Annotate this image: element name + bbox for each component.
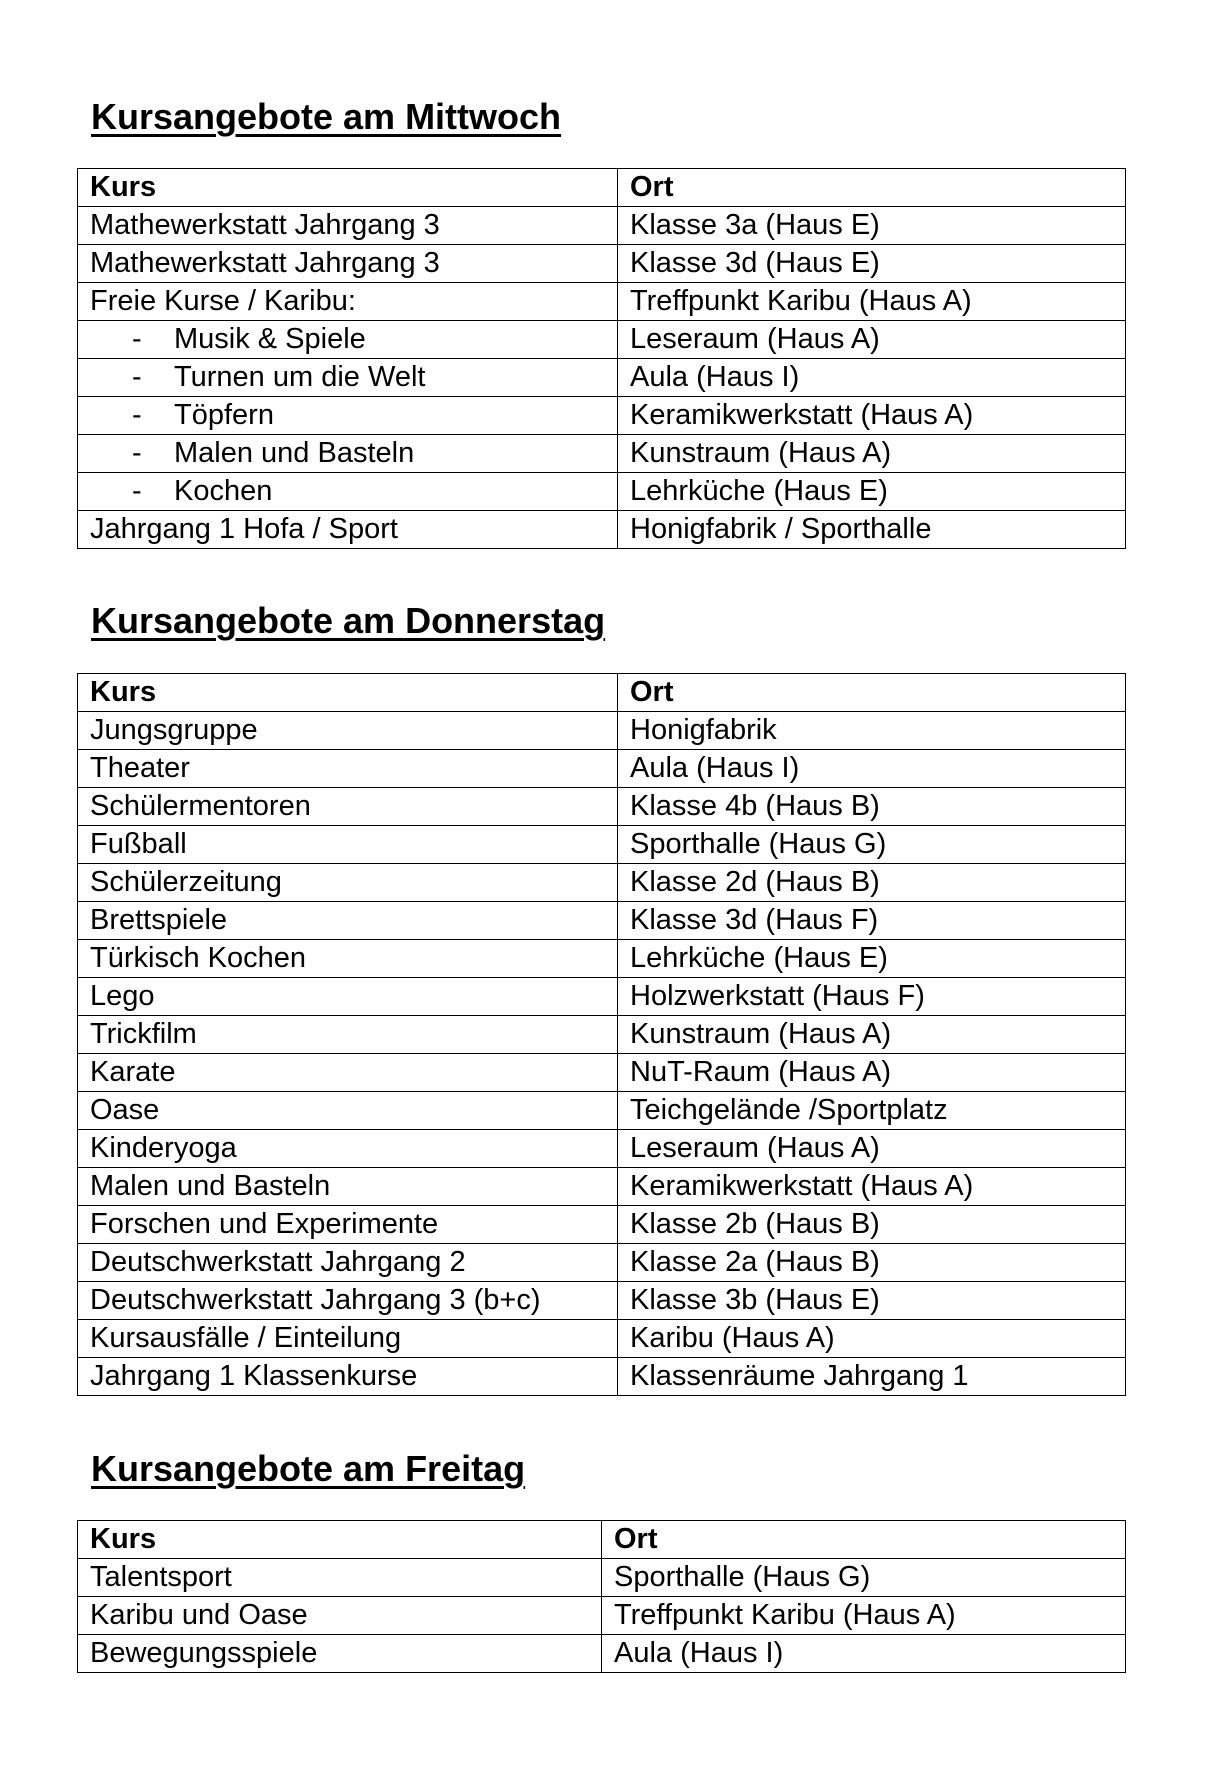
- cell-ort: Klassenräume Jahrgang 1: [618, 1358, 1126, 1396]
- table-row: [78, 1168, 1126, 1206]
- table-row: [78, 207, 1126, 245]
- table-row: [78, 1130, 1126, 1168]
- cell-ort: Klasse 3d (Haus E): [618, 245, 1126, 283]
- cell-ort: Leseraum (Haus A): [618, 1130, 1126, 1168]
- cell-ort: Sporthalle (Haus G): [602, 1559, 1126, 1597]
- table-row: [78, 1244, 1126, 1282]
- cell-kurs: Malen und Basteln: [78, 1168, 618, 1206]
- cell-ort: Keramikwerkstatt (Haus A): [618, 397, 1126, 435]
- list-dash: -: [132, 399, 142, 431]
- cell-ort: Klasse 4b (Haus B): [618, 788, 1126, 826]
- cell-ort: Honigfabrik / Sporthalle: [618, 511, 1126, 549]
- cell-ort: Teichgelände /Sportplatz: [618, 1092, 1126, 1130]
- table-header-row: [78, 674, 1126, 712]
- section-title: Kursangebote am Donnerstag: [91, 600, 606, 641]
- table-header-row: [78, 169, 1126, 207]
- table-row: [78, 1206, 1126, 1244]
- cell-ort: Klasse 3b (Haus E): [618, 1282, 1126, 1320]
- cell-ort: Kunstraum (Haus A): [618, 435, 1126, 473]
- header-kurs: Kurs: [78, 169, 618, 207]
- cell-kurs: Deutschwerkstatt Jahrgang 3 (b+c): [78, 1282, 618, 1320]
- cell-kurs: Schülermentoren: [78, 788, 618, 826]
- cell-kurs-sub: [78, 397, 618, 435]
- cell-kurs: Jahrgang 1 Hofa / Sport: [78, 511, 618, 549]
- table-row: [78, 902, 1126, 940]
- table-row-sub: [78, 359, 1126, 397]
- cell-kurs-text: Töpfern: [174, 399, 274, 431]
- cell-ort: Lehrküche (Haus E): [618, 473, 1126, 511]
- table-row: [78, 511, 1126, 549]
- cell-kurs: Jungsgruppe: [78, 712, 618, 750]
- table-row: [78, 978, 1126, 1016]
- section-title: Kursangebote am Mittwoch: [91, 96, 562, 137]
- cell-ort: NuT-Raum (Haus A): [618, 1054, 1126, 1092]
- cell-kurs: Mathewerkstatt Jahrgang 3: [78, 207, 618, 245]
- table-row-sub: [78, 435, 1126, 473]
- list-dash: -: [132, 361, 142, 393]
- cell-ort: Treffpunkt Karibu (Haus A): [618, 283, 1126, 321]
- cell-kurs: Karate: [78, 1054, 618, 1092]
- cell-ort: Aula (Haus I): [618, 359, 1126, 397]
- course-table: [77, 168, 1126, 549]
- cell-ort: Holzwerkstatt (Haus F): [618, 978, 1126, 1016]
- table-row: [78, 1320, 1126, 1358]
- table-row: [78, 826, 1126, 864]
- cell-kurs: Brettspiele: [78, 902, 618, 940]
- table-row: [78, 940, 1126, 978]
- table-row-sub: [78, 473, 1126, 511]
- course-table: [77, 1520, 1126, 1673]
- table-row: [78, 864, 1126, 902]
- list-dash: -: [132, 323, 142, 355]
- header-ort: Ort: [618, 674, 1126, 712]
- cell-ort: Lehrküche (Haus E): [618, 940, 1126, 978]
- table-row: [78, 788, 1126, 826]
- list-dash: -: [132, 437, 142, 469]
- cell-ort: Klasse 3a (Haus E): [618, 207, 1126, 245]
- cell-ort: Sporthalle (Haus G): [618, 826, 1126, 864]
- cell-kurs-text: Turnen um die Welt: [174, 361, 426, 393]
- header-kurs: Kurs: [78, 1521, 602, 1559]
- header-ort: Ort: [618, 169, 1126, 207]
- cell-ort: Kunstraum (Haus A): [618, 1016, 1126, 1054]
- table-row: [78, 1597, 1126, 1635]
- cell-kurs: Lego: [78, 978, 618, 1016]
- header-ort: Ort: [602, 1521, 1126, 1559]
- table-row: [78, 1282, 1126, 1320]
- cell-ort: Honigfabrik: [618, 712, 1126, 750]
- cell-kurs: Oase: [78, 1092, 618, 1130]
- table-row-sub: [78, 397, 1126, 435]
- cell-kurs-sub: [78, 435, 618, 473]
- cell-kurs: Türkisch Kochen: [78, 940, 618, 978]
- cell-kurs: Kinderyoga: [78, 1130, 618, 1168]
- table-row: [78, 750, 1126, 788]
- table-row: [78, 283, 1126, 321]
- cell-kurs: Jahrgang 1 Klassenkurse: [78, 1358, 618, 1396]
- course-table: [77, 673, 1126, 1396]
- cell-kurs-text: Kochen: [174, 475, 273, 507]
- list-dash: -: [132, 475, 142, 507]
- cell-kurs-text: Malen und Basteln: [174, 437, 415, 469]
- cell-kurs-sub: [78, 473, 618, 511]
- cell-kurs: Talentsport: [78, 1559, 602, 1597]
- cell-ort: Aula (Haus I): [618, 750, 1126, 788]
- cell-kurs-sub: [78, 359, 618, 397]
- table-row: [78, 1559, 1126, 1597]
- table-row: [78, 712, 1126, 750]
- cell-kurs: Trickfilm: [78, 1016, 618, 1054]
- cell-kurs: Deutschwerkstatt Jahrgang 2: [78, 1244, 618, 1282]
- table-header-row: [78, 1521, 1126, 1559]
- cell-ort: Treffpunkt Karibu (Haus A): [602, 1597, 1126, 1635]
- cell-kurs: Schülerzeitung: [78, 864, 618, 902]
- cell-ort: Klasse 2d (Haus B): [618, 864, 1126, 902]
- cell-ort: Klasse 3d (Haus F): [618, 902, 1126, 940]
- cell-kurs: Fußball: [78, 826, 618, 864]
- table-row: [78, 1635, 1126, 1673]
- cell-ort: Leseraum (Haus A): [618, 321, 1126, 359]
- cell-kurs-text: Musik & Spiele: [174, 323, 366, 355]
- cell-ort: Klasse 2b (Haus B): [618, 1206, 1126, 1244]
- header-kurs: Kurs: [78, 674, 618, 712]
- cell-kurs: Kursausfälle / Einteilung: [78, 1320, 618, 1358]
- table-row: [78, 1358, 1126, 1396]
- table-row-sub: [78, 321, 1126, 359]
- section-title: Kursangebote am Freitag: [91, 1448, 526, 1489]
- table-row: [78, 1092, 1126, 1130]
- cell-kurs: Forschen und Experimente: [78, 1206, 618, 1244]
- cell-kurs: Bewegungsspiele: [78, 1635, 602, 1673]
- cell-kurs: Theater: [78, 750, 618, 788]
- cell-ort: Keramikwerkstatt (Haus A): [618, 1168, 1126, 1206]
- cell-ort: Klasse 2a (Haus B): [618, 1244, 1126, 1282]
- cell-ort: Aula (Haus I): [602, 1635, 1126, 1673]
- cell-ort: Karibu (Haus A): [618, 1320, 1126, 1358]
- cell-kurs: Karibu und Oase: [78, 1597, 602, 1635]
- cell-kurs: Freie Kurse / Karibu:: [78, 283, 618, 321]
- table-row: [78, 1016, 1126, 1054]
- table-row: [78, 1054, 1126, 1092]
- cell-kurs: Mathewerkstatt Jahrgang 3: [78, 245, 618, 283]
- table-row: [78, 245, 1126, 283]
- cell-kurs-sub: [78, 321, 618, 359]
